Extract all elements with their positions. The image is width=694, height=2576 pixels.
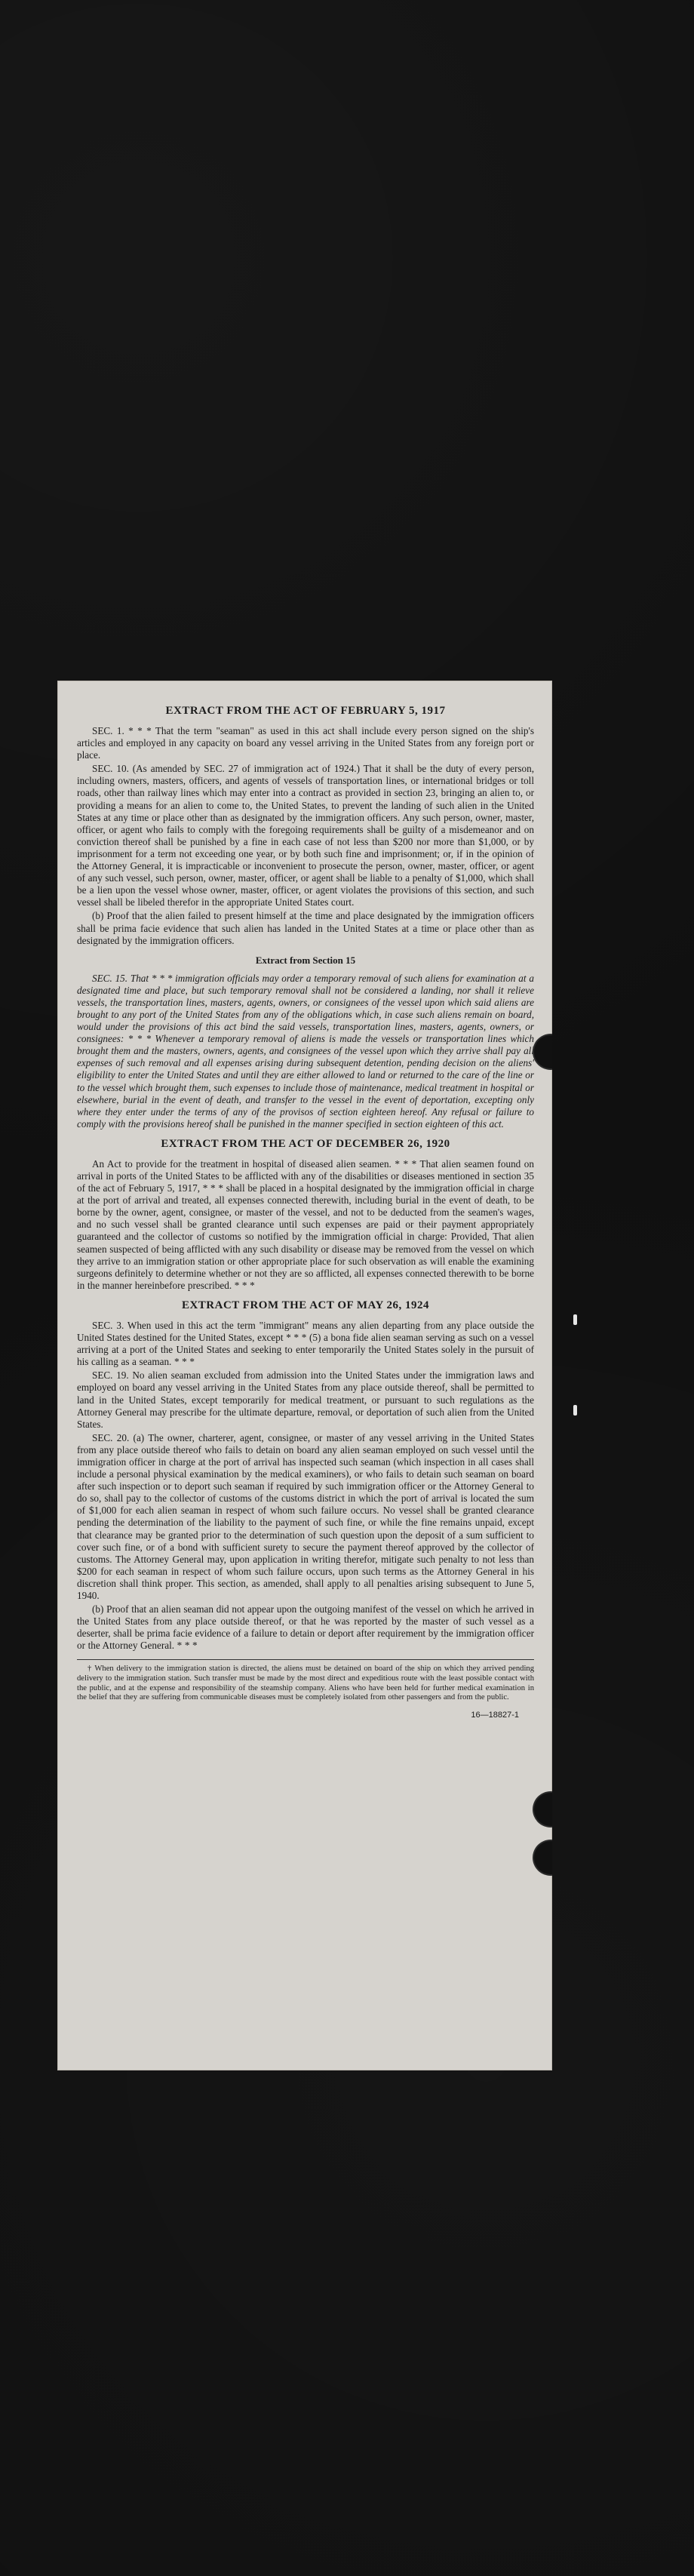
section-paragraph: SEC. 15. That * * * immigration officials may order a temporary removal of such aliens for examination at a designated time and place, but such temporary removal shall not be considered a landing, nor shall it relieve vessels, the transportation lines, masters, agents, owners, or consignees of the vessel upon which said aliens are brought to any port of the United States from any of the obligations which, in case such aliens remain on board, would under the provisions of this act bind the said vessels, transportation lines, masters, agents, owners, or consignees: * * * Whenever a temporary removal of aliens is made the vessels or transportation lines which brought them and the masters, owners, agents, and consignees of the vessel upon which they arrive shall pay all expenses of such removal and all expenses arising during subsequent detention, pending decision on the aliens' eligibility to enter the United States and until they are either allowed to land or returned to the care of the line or to the vessel which brought them, such expenses to include those of maintenance, medical treatment in hospital or elsewhere, burial in the event of death, and transfer to the vessel in the event of deportation, excepting only where they enter under the terms of any of the provisos of section eighteen hereof. Any refusal or failure to comply with the provisions hereof shall be punished in the manner specified in section eighteen of this act. bbox=[77, 972, 534, 1130]
document-page bbox=[57, 681, 552, 2070]
section-paragraph: SEC. 10. (As amended by SEC. 27 of immigration act of 1924.) That it shall be the duty of every person, including owners, masters, officers, and agents of vessels of transportation lines, or international bridges or toll roads, other than railway lines which may enter into a contract as provided in section 23, bringing an alien to, or providing a means for an alien to come to, the United States, to prevent the landing of such alien in the United States at any time or place other than as designated by the immigration officers. Any such person, owner, master, officer, or agent who fails to comply with the foregoing requirements shall be guilty of a misdemeanor and on conviction thereof shall be punished by a fine in each case of not less than $200 nor more than $1,000, or by imprisonment for a term not exceeding one year, or by both such fine and imprisonment; or, if in the opinion of the Attorney General, it is impracticable or inconvenient to prosecute the person, owner, master, officer, or agent of any such vessel, such person, owner, master, officer, or agent shall be liable to a penalty of $1,000, which shall be a lien upon the vessel whose owner, master, officer, or agent violates the provisions of this section, and such vessel shall be libeled therefor in the appropriate United States court. bbox=[77, 763, 534, 908]
punch-hole bbox=[534, 1035, 552, 1068]
punch-hole bbox=[534, 1841, 552, 1874]
section-heading: EXTRACT FROM THE ACT OF DECEMBER 26, 1920 bbox=[161, 1137, 450, 1150]
form-number: 16—18827-1 bbox=[471, 1710, 519, 1720]
footnote: † When delivery to the immigration station is directed, the aliens must be detained on board of the ship on which they arrived pending delivery to the immigration station. Such transfer must be made by the most direct and expeditious route with the least possible contact with the public, and at the expense and responsibility of the steamship company. Aliens who have been held for further medical examination in the belief that they are suffering from communicable diseases must be completely isolated from other passengers and from the public. bbox=[77, 1665, 534, 1702]
section-paragraph: (b) Proof that an alien seaman did not appear upon the outgoing manifest of the vessel on which he arrived in the United States from any place outside thereof, or that he was reported by the master of such vessel as a deserter, shall be prima facie evidence of a failure to detain or deport after requirement by the immigration officer or the Attorney General. * * * bbox=[77, 1603, 534, 1652]
section-paragraph: SEC. 19. No alien seaman excluded from admission into the United States under the immigration laws and employed on board any vessel arriving in the United States from any place outside thereof, shall be permitted to land in the United States, except temporarily for medical treatment, or pursuant to such regulations as the Attorney General may prescribe for the ultimate departure, removal, or deportation of such alien from the United States. bbox=[77, 1369, 534, 1430]
punch-hole bbox=[534, 1793, 552, 1826]
section-paragraph: (b) Proof that the alien failed to present himself at the time and place designated by the immigration officers shall be prima facie evidence that such alien has landed in the United States at a time or place other than as designated by the immigration officers. bbox=[77, 910, 534, 946]
section-paragraph: SEC. 1. * * * That the term "seaman" as used in this act shall include every person signed on the ship's articles and employed in any capacity on board any vessel arriving in the United States from any foreign port or place. bbox=[77, 725, 534, 761]
scan-artifact bbox=[573, 1314, 577, 1325]
section-paragraph: SEC. 20. (a) The owner, charterer, agent, consignee, or master of any vessel arriving in the United States from any place outside thereof who fails to detain on board any alien seaman employed on such vessel until the immigration officer in charge at the port of arrival has inspected such seaman (which inspection in all cases shall include a personal physical examination by the medical examiners), or who fails to detain such seaman on board after such inspection or to deport such seaman if required by such immigration officer or the Attorney General to do so, shall pay to the collector of customs of the customs district in which the port of arrival is located the sum of $1,000 for each alien seaman in respect of whom such failure occurs. No vessel shall be granted clearance pending the determination of the liability to the payment of such fine, or while the fine remains unpaid, except that clearance may be granted prior to the determination of such question upon the deposit of a sum sufficient to cover such fine, or of a bond with sufficient surety to secure the payment thereof approved by the collector of customs. The Attorney General may, upon application in writing therefor, mitigate such penalty to not less than $200 for each seaman in respect of whom such failure occurs, upon such terms as the Attorney General in his discretion shall think proper. This section, as amended, shall apply to all penalties arising subsequent to June 5, 1940. bbox=[77, 1431, 534, 1601]
section-heading: EXTRACT FROM THE ACT OF FEBRUARY 5, 1917 bbox=[165, 705, 446, 717]
footnote-divider bbox=[77, 1659, 534, 1660]
section-paragraph: An Act to provide for the treatment in hospital of diseased alien seamen. * * * That alien seamen found on arrival in ports of the United States to be afflicted with any of the disabilities or diseases mentioned in section 35 of the act of February 5, 1917, * * * shall be placed in a hospital designated by the immigration official in charge at the port of arrival and treated, all expenses connected therewith, including burial in the event of death, to be borne by the owner, agent, consignee, or master of the vessel, and not to be deducted from the seamen's wages, and no such vessel shall be granted clearance until such expenses are paid or their payment appropriately guaranteed and the collector of customs so notified by the immigration official in charge: Provided, That alien seamen suspected of being afflicted with any such disability or disease may be removed from the vessel on which they arrive to an immigration station or other appropriate place for such observation as will enable the examining surgeons definitely to determine whether or not they are so afflicted, all expenses connected therewith to be borne in the manner hereinbefore prescribed. * * * bbox=[77, 1157, 534, 1291]
section-heading: EXTRACT FROM THE ACT OF MAY 26, 1924 bbox=[181, 1299, 430, 1311]
section-paragraph: SEC. 3. When used in this act the term "immigrant" means any alien departing from any place outside the United States destined for the United States, except * * * (5) a bona fide alien seaman serving as such on a vessel arriving at a port of the United States and seeking to enter temporarily the United States solely in the pursuit of his calling as a seaman. * * * bbox=[77, 1319, 534, 1368]
scan-artifact bbox=[573, 1405, 577, 1416]
section-subheading: Extract from Section 15 bbox=[255, 954, 356, 966]
